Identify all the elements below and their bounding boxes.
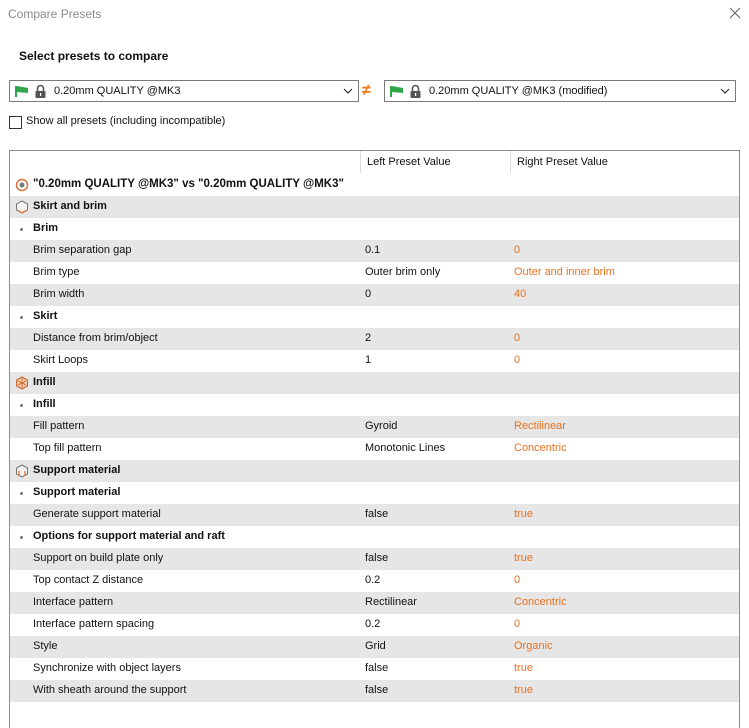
left-value: Gyroid <box>365 420 398 432</box>
group-label: Skirt <box>33 310 58 322</box>
left-value: 2 <box>365 332 372 344</box>
option-name: Distance from brim/object <box>33 332 158 344</box>
left-value: 0.2 <box>365 574 381 586</box>
bullet-icon <box>20 404 23 407</box>
option-name: With sheath around the support <box>33 684 187 696</box>
left-value: Grid <box>365 640 386 652</box>
group-row-support-material <box>10 482 739 504</box>
option-name: Brim separation gap <box>33 244 132 256</box>
option-name: Fill pattern <box>33 420 85 432</box>
left-value: Rectilinear <box>365 596 417 608</box>
option-name: Brim width <box>33 288 85 300</box>
table-row[interactable] <box>10 570 739 592</box>
group-label: Options for support material and raft <box>33 530 225 542</box>
table-row[interactable] <box>10 350 739 372</box>
option-name: Brim type <box>33 266 80 278</box>
left-value: 0 <box>365 288 372 300</box>
chevron-down-icon[interactable] <box>343 88 353 95</box>
option-name: Top contact Z distance <box>33 574 144 586</box>
category-label: Skirt and brim <box>33 200 107 212</box>
table-row[interactable] <box>10 680 739 702</box>
bullet-icon <box>20 536 23 539</box>
right-preset-value: 0.20mm QUALITY @MK3 (modified) <box>429 85 608 97</box>
group-label: Brim <box>33 222 59 234</box>
category-label: Support material <box>33 464 121 476</box>
option-name: Skirt Loops <box>33 354 89 366</box>
comparison-title: "0.20mm QUALITY @MK3" vs "0.20mm QUALITY @MK3" <box>33 178 344 190</box>
option-name: Synchronize with object layers <box>33 662 181 674</box>
chevron-down-icon[interactable] <box>720 88 730 95</box>
group-row-brim <box>10 218 739 240</box>
right-value: true <box>514 684 533 696</box>
column-header-right-value: Right Preset Value <box>510 151 740 173</box>
table-row[interactable] <box>10 504 739 526</box>
left-value: 0.1 <box>365 244 381 256</box>
category-label: Infill <box>33 376 56 388</box>
table-row[interactable] <box>10 416 739 438</box>
table-row[interactable] <box>10 328 739 350</box>
left-value: 0.2 <box>365 618 381 630</box>
right-value: Rectilinear <box>514 420 566 432</box>
left-preset-combo[interactable] <box>9 80 359 102</box>
table-row[interactable] <box>10 262 739 284</box>
left-value: false <box>365 684 389 696</box>
table-row[interactable] <box>10 614 739 636</box>
compare-table <box>9 150 740 728</box>
left-value: Monotonic Lines <box>365 442 446 454</box>
right-value: 0 <box>514 574 521 586</box>
column-header-name <box>10 151 360 173</box>
category-row-skirt-brim[interactable] <box>10 196 739 218</box>
green-flag-icon <box>390 85 404 98</box>
left-value: false <box>365 662 389 674</box>
category-row-infill[interactable] <box>10 372 739 394</box>
option-name: Style <box>33 640 58 652</box>
table-row[interactable] <box>10 658 739 680</box>
right-value: 0 <box>514 618 521 630</box>
right-value: Outer and inner brim <box>514 266 615 278</box>
group-label: Infill <box>33 398 56 410</box>
right-value: true <box>514 552 533 564</box>
bullet-icon <box>20 228 23 231</box>
left-preset-value: 0.20mm QUALITY @MK3 <box>54 85 181 97</box>
green-flag-icon <box>15 85 29 98</box>
right-value: true <box>514 662 533 674</box>
left-value: 1 <box>365 354 372 366</box>
show-all-presets-label: Show all presets (including incompatible) <box>26 115 226 127</box>
left-value: Outer brim only <box>365 266 441 278</box>
column-header-left-value: Left Preset Value <box>360 151 510 173</box>
option-name: Interface pattern spacing <box>33 618 155 630</box>
option-name: Top fill pattern <box>33 442 102 454</box>
title-bar <box>0 0 749 30</box>
close-icon[interactable] <box>727 5 743 21</box>
group-row-infill <box>10 394 739 416</box>
table-row[interactable] <box>10 592 739 614</box>
right-value: 0 <box>514 354 521 366</box>
not-equal-icon: ≠ <box>362 82 371 99</box>
table-row[interactable] <box>10 636 739 658</box>
option-name: Generate support material <box>33 508 161 520</box>
title-row <box>10 174 739 196</box>
right-value: Concentric <box>514 596 567 608</box>
left-value: false <box>365 508 389 520</box>
support-icon <box>15 464 29 478</box>
right-preset-combo[interactable] <box>384 80 736 102</box>
option-name: Interface pattern <box>33 596 114 608</box>
skirt-brim-icon <box>15 200 29 214</box>
left-value: false <box>365 552 389 564</box>
table-row[interactable] <box>10 548 739 570</box>
group-row-options <box>10 526 739 548</box>
lock-icon <box>34 84 47 99</box>
table-row[interactable] <box>10 284 739 306</box>
group-row-skirt <box>10 306 739 328</box>
bullet-icon <box>20 316 23 319</box>
window-title: Compare Presets <box>8 7 102 21</box>
right-value: true <box>514 508 533 520</box>
infill-icon <box>15 376 29 390</box>
bullet-icon <box>20 492 23 495</box>
category-row-support[interactable] <box>10 460 739 482</box>
group-label: Support material <box>33 486 121 498</box>
lock-icon <box>409 84 422 99</box>
right-value: Organic <box>514 640 553 652</box>
right-value: 0 <box>514 244 521 256</box>
right-value: 40 <box>514 288 527 300</box>
show-all-presets-checkbox[interactable] <box>9 116 22 129</box>
right-value: Concentric <box>514 442 567 454</box>
print-settings-icon <box>15 178 29 192</box>
right-value: 0 <box>514 332 521 344</box>
table-row[interactable] <box>10 438 739 460</box>
option-name: Support on build plate only <box>33 552 164 564</box>
select-presets-heading: Select presets to compare <box>19 49 169 63</box>
table-row[interactable] <box>10 240 739 262</box>
